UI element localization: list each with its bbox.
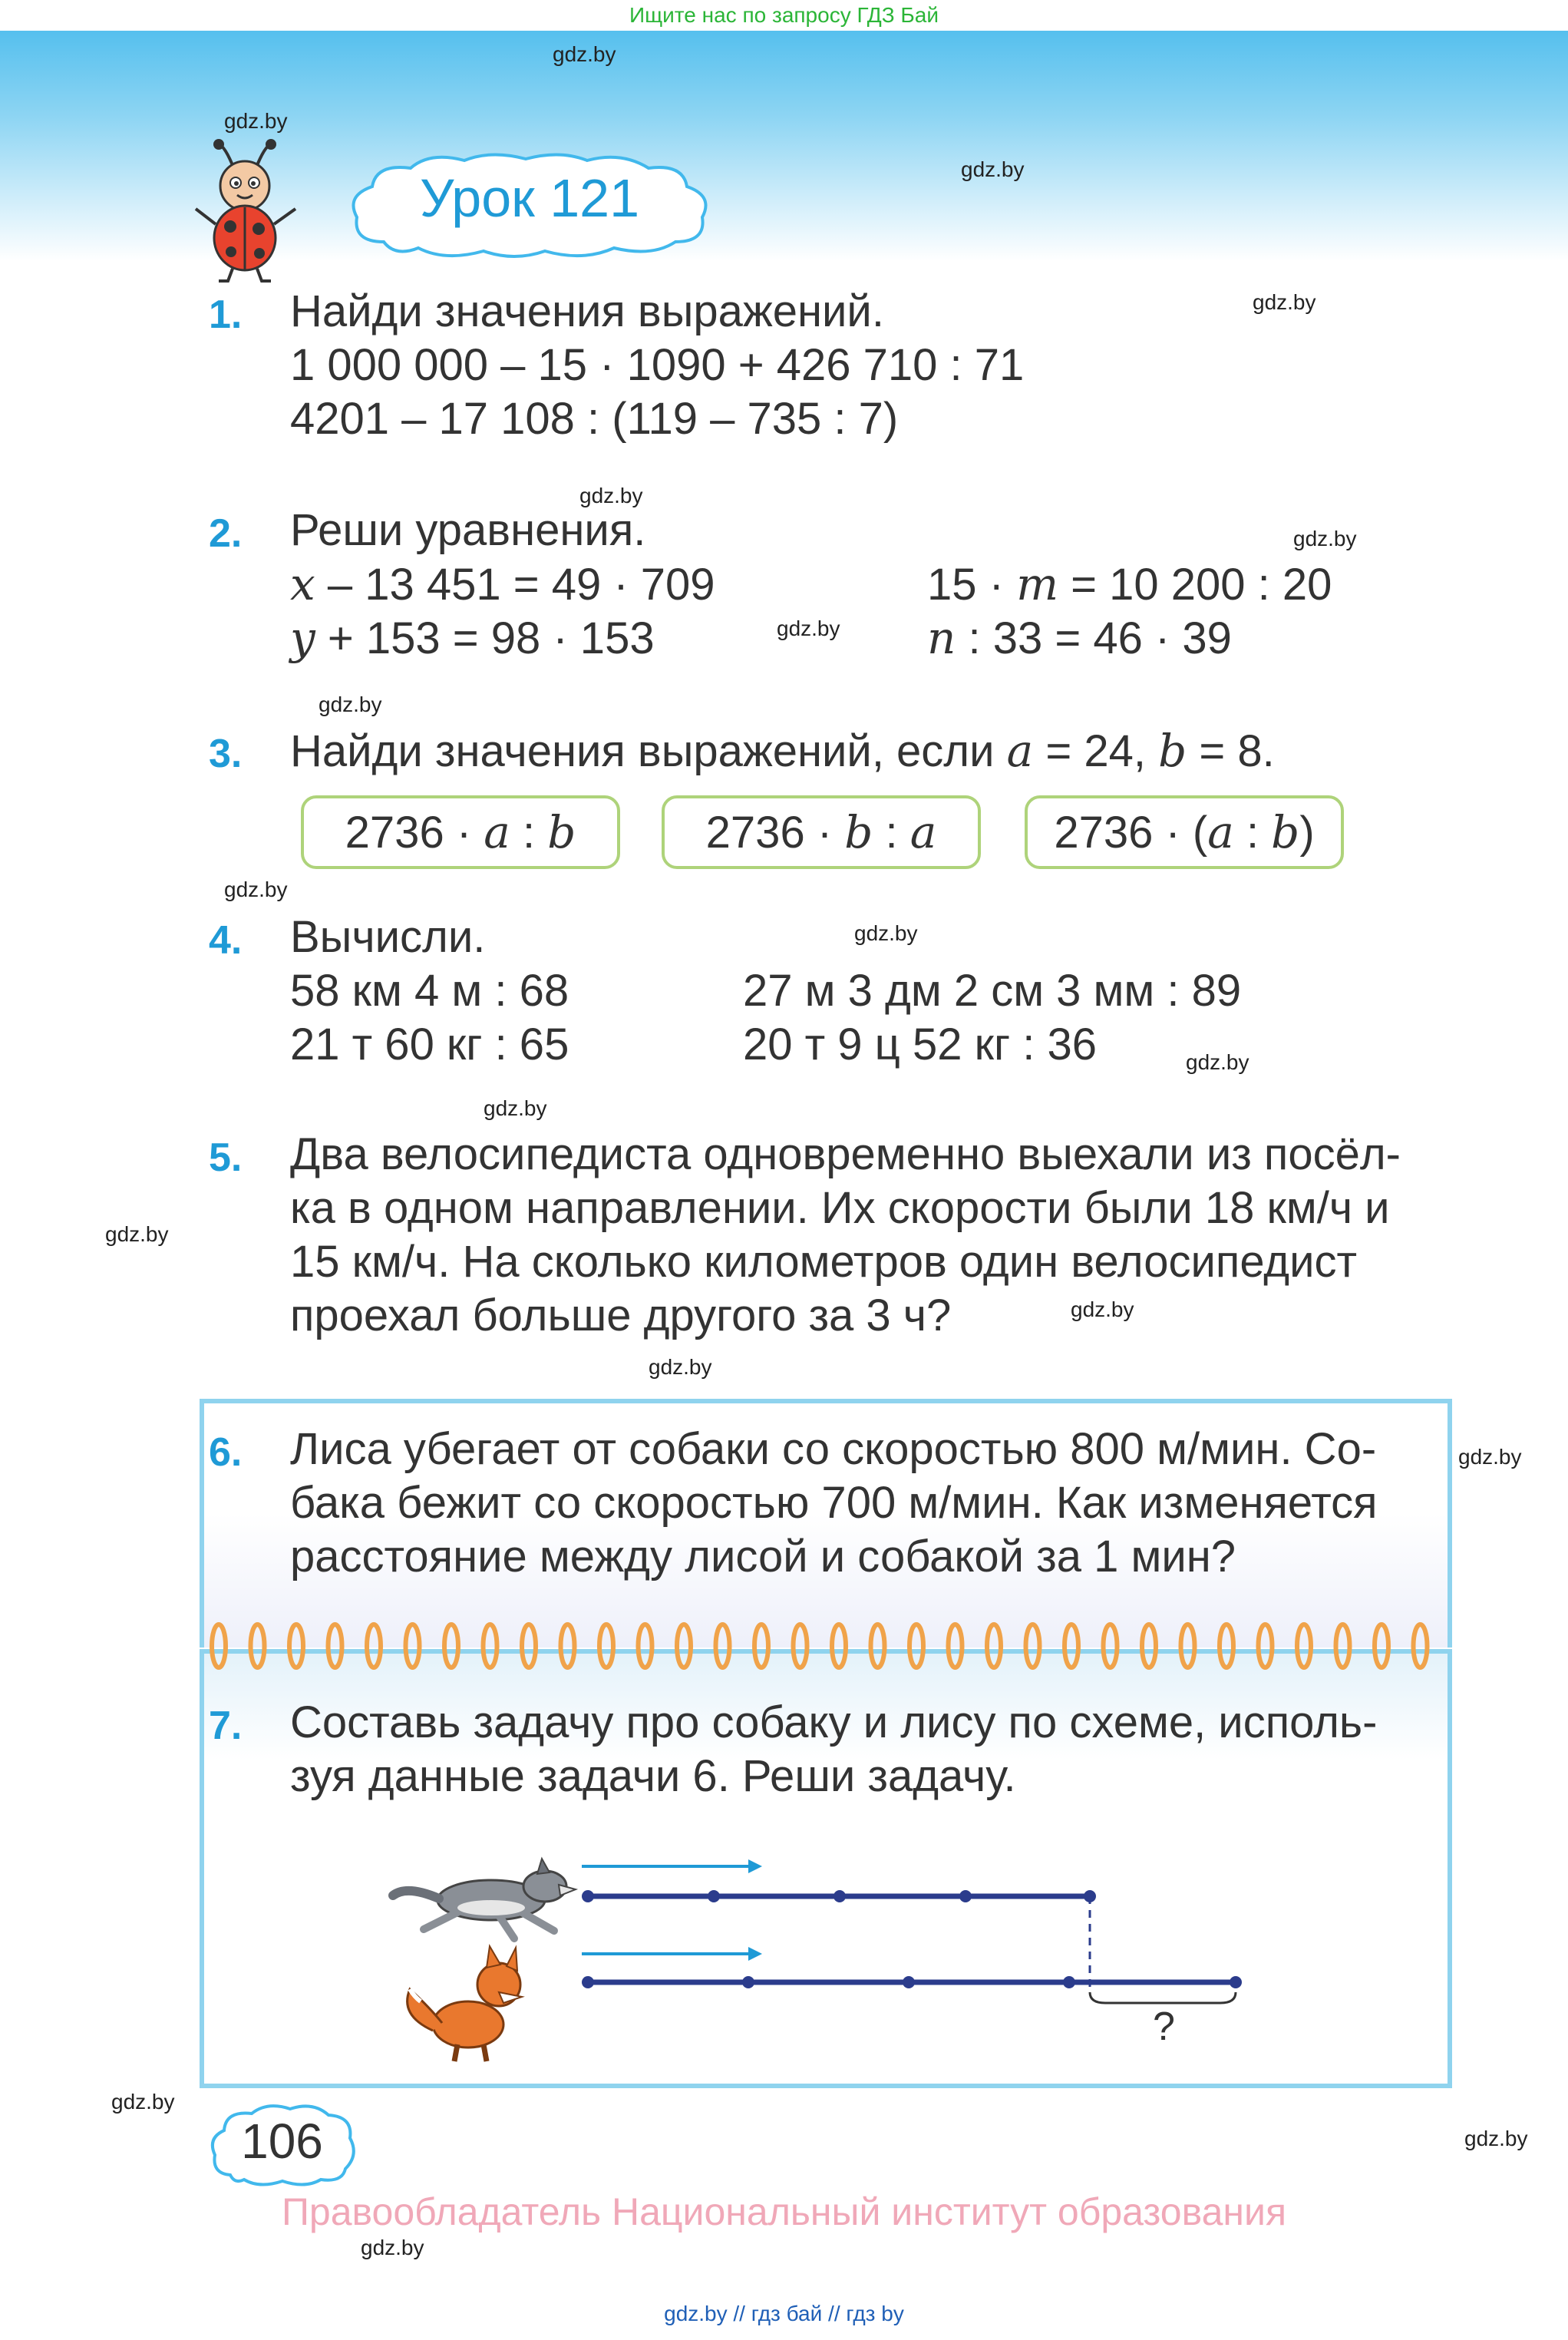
dog-speed-arrow-head	[748, 1859, 762, 1873]
page-number: 106	[241, 2114, 323, 2169]
task-5-line-4: проехал больше другого за 3 ч?	[290, 1291, 952, 1340]
spiral-ring	[289, 1624, 303, 1667]
fox-segment-point	[582, 1976, 594, 1988]
watermark: gdz.by	[854, 921, 918, 945]
spiral-ring	[367, 1624, 381, 1667]
spiral-ring	[1181, 1624, 1195, 1667]
spiral-ring	[599, 1624, 613, 1667]
spiral-ring	[1220, 1624, 1233, 1667]
task-7-line-1: Составь задачу про собаку и лису по схеме, исполь-	[290, 1697, 1378, 1747]
task-4-calc-4: 20 т 9 ц 52 кг : 36	[743, 1020, 1098, 1069]
spiral-ring	[754, 1624, 768, 1667]
spiral-ring	[1336, 1624, 1350, 1667]
spiral-ring	[561, 1624, 575, 1667]
fox-segment-point	[742, 1976, 754, 1988]
dog-icon	[393, 1859, 576, 1938]
watermark: gdz.by	[579, 484, 643, 507]
task-5-number: 5.	[209, 1135, 243, 1180]
copyright-notice: Правообладатель Национальный институт образования	[281, 2190, 1287, 2233]
task-7-line-2: зуя данные задачи 6. Реши задачу.	[290, 1751, 1016, 1801]
watermark: gdz.by	[553, 42, 616, 66]
spiral-ring	[1026, 1624, 1040, 1667]
spiral-ring	[1142, 1624, 1156, 1667]
dog-segment-point	[959, 1890, 972, 1902]
dog-segment-point	[582, 1890, 594, 1902]
fox-segment-point	[1230, 1976, 1242, 1988]
spiral-ring	[1375, 1624, 1388, 1667]
watermark: gdz.by	[224, 878, 288, 901]
task-4-calc-2: 27 м 3 дм 2 см 3 мм : 89	[743, 966, 1242, 1016]
task-3-title: Найди значения выражений, если a = 24, b = 8.	[290, 725, 1275, 777]
expression-box-1: 2736 · a : b	[301, 795, 620, 869]
watermark: gdz.by	[105, 1222, 169, 1246]
spiral-ring	[522, 1624, 536, 1667]
watermark: gdz.by	[649, 1355, 712, 1379]
spiral-ring	[1414, 1624, 1428, 1667]
task-2-number: 2.	[209, 511, 243, 556]
equation-x: x – 13 451 = 49 · 709	[290, 558, 715, 610]
spiral-ring	[328, 1624, 342, 1667]
equation-m: 15 · m = 10 200 : 20	[927, 558, 1332, 610]
spiral-ring	[987, 1624, 1001, 1667]
fox-segment-point	[903, 1976, 915, 1988]
watermark: gdz.by	[1293, 527, 1357, 550]
unknown-distance-label: ?	[1153, 2005, 1175, 2049]
task-4-calc-3: 21 т 60 кг : 65	[290, 1020, 569, 1069]
task-5-line-2: ка в одном направлении. Их скорости были 18 км/ч и	[290, 1183, 1390, 1233]
task-4-number: 4.	[209, 918, 243, 963]
task-1-number: 1.	[209, 292, 243, 337]
watermark: gdz.by	[1071, 1297, 1134, 1321]
spiral-ring	[406, 1624, 420, 1667]
watermark: gdz.by	[319, 692, 382, 716]
task-3-number: 3.	[209, 732, 243, 776]
spiral-ring	[1297, 1624, 1311, 1667]
task-2-title: Реши уравнения.	[290, 505, 646, 555]
spiral-ring	[1259, 1624, 1273, 1667]
task-4-calc-1: 58 км 4 м : 68	[290, 966, 569, 1016]
watermark: gdz.by	[1464, 2127, 1528, 2150]
expression-box-3: 2736 · (a : b)	[1025, 795, 1344, 869]
spiral-rings	[196, 1615, 1454, 1677]
spiral-ring	[871, 1624, 885, 1667]
watermark: gdz.by	[111, 2090, 175, 2114]
fox-icon	[408, 1946, 522, 2061]
watermark: gdz.by	[777, 616, 840, 640]
task-1-expression-2: 4201 – 17 108 : (119 – 735 : 7)	[290, 394, 899, 444]
spiral-ring	[909, 1624, 923, 1667]
lesson-title: Урок 121	[419, 168, 640, 228]
spiral-ring	[949, 1624, 962, 1667]
task-1-title: Найди значения выражений.	[290, 286, 884, 336]
task-6-number: 6.	[209, 1430, 243, 1475]
spiral-ring	[1104, 1624, 1117, 1667]
spiral-ring	[251, 1624, 265, 1667]
watermark: gdz.by	[1186, 1050, 1249, 1074]
spiral-ring	[716, 1624, 730, 1667]
spiral-ring	[1065, 1624, 1078, 1667]
spiral-ring	[794, 1624, 807, 1667]
dog-segment-point	[834, 1890, 846, 1902]
task-6-line-3: расстояние между лисой и собакой за 1 мин?	[290, 1532, 1236, 1581]
task-1-expression-1: 1 000 000 – 15 · 1090 + 426 710 : 71	[290, 340, 1025, 390]
bottom-links[interactable]: gdz.by // гдз бай // гдз by	[664, 2302, 904, 2325]
watermark: gdz.by	[1458, 1445, 1522, 1469]
ladybug-icon	[188, 138, 303, 284]
dog-segment-point	[708, 1890, 720, 1902]
task-4-title: Вычисли.	[290, 912, 486, 962]
watermark: gdz.by	[1253, 290, 1316, 314]
spiral-ring	[212, 1624, 226, 1667]
fox-segment-point	[1063, 1976, 1075, 1988]
task-6-line-2: бака бежит со скоростью 700 м/мин. Как изменяется	[290, 1478, 1378, 1528]
task-5-line-3: 15 км/ч. На сколько километров один велосипедист	[290, 1237, 1358, 1287]
task-7-number: 7.	[209, 1704, 243, 1748]
watermark: gdz.by	[484, 1096, 547, 1120]
spiral-ring	[677, 1624, 691, 1667]
watermark: gdz.by	[961, 157, 1025, 181]
spiral-ring	[444, 1624, 458, 1667]
search-banner[interactable]: Ищите нас по запросу ГДЗ Бай	[0, 0, 1568, 31]
watermark: gdz.by	[224, 109, 288, 133]
watermark: gdz.by	[361, 2236, 424, 2259]
equation-n: n : 33 = 46 · 39	[927, 612, 1232, 664]
spiral-ring	[484, 1624, 497, 1667]
equation-y: y + 153 = 98 · 153	[290, 612, 655, 664]
task-6-line-1: Лиса убегает от собаки со скоростью 800 м/мин. Со-	[290, 1424, 1377, 1474]
spiral-ring	[639, 1624, 652, 1667]
spiral-ring	[832, 1624, 846, 1667]
difference-brace	[1090, 1992, 1236, 2003]
fox-speed-arrow-head	[748, 1947, 762, 1961]
task-5-line-1: Два велосипедиста одновременно выехали из посёл-	[290, 1129, 1401, 1179]
expression-box-2: 2736 · b : a	[662, 795, 981, 869]
